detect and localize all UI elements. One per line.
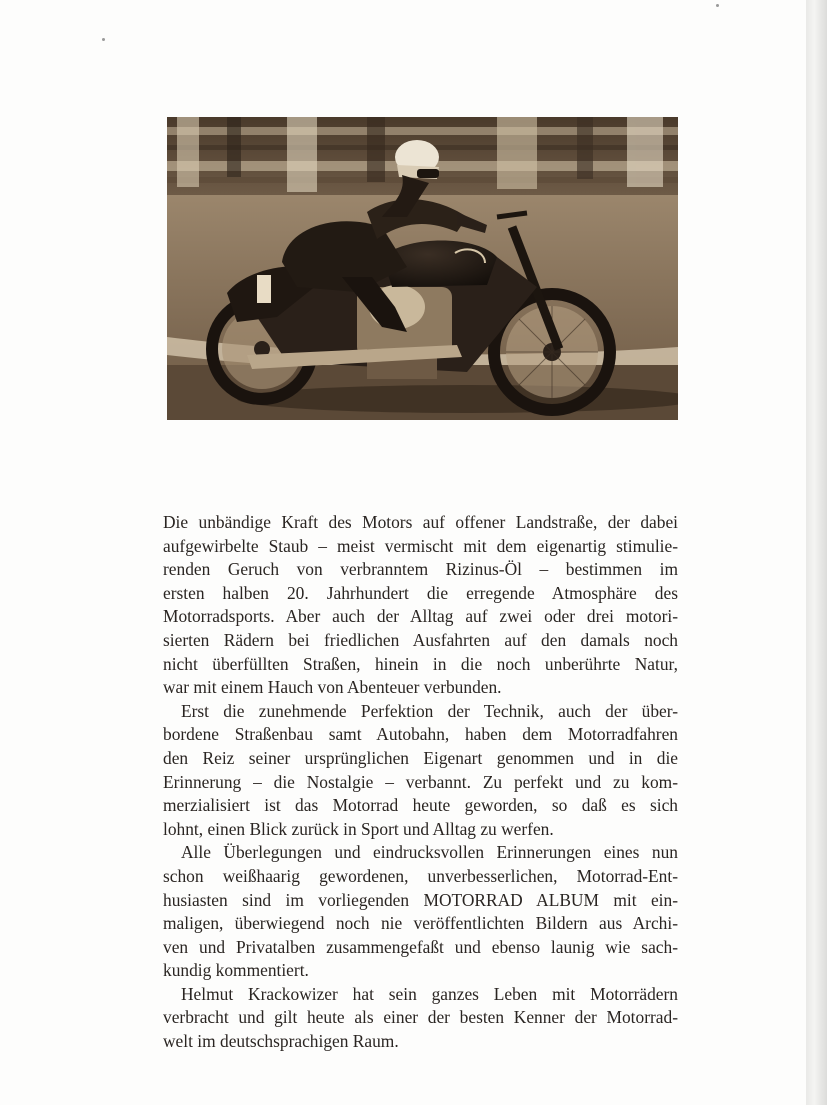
text-line: nicht überfüllten Straßen, hinein in die noch unberührte Natur, [163, 653, 678, 674]
paragraph-3 [163, 841, 678, 983]
text-line: renden Geruch von verbranntem Rizinus-Öl – bestimmen im [163, 559, 678, 580]
text-line: Erinnerung – die Nostalgie – verbannt. Zu perfekt und zu kom- [163, 771, 678, 792]
blurb-text [163, 511, 678, 1054]
text-line: Alle Überlegungen und eindrucksvollen Erinnerungen eines nun [181, 842, 678, 863]
text-line: war mit einem Hauch von Abenteuer verbunden. [163, 677, 502, 698]
text-line: sierten Rädern bei friedlichen Ausfahrten auf den damals noch [163, 629, 678, 650]
text-line: ven und Privatalben zusammengefaßt und ebenso launig wie sach- [163, 936, 678, 957]
photo-illustration [167, 117, 678, 420]
text-line: bordene Straßenbau samt Autobahn, haben dem Motorradfahren [163, 724, 678, 745]
text-line: verbracht und gilt heute als einer der besten Kenner der Motorrad- [163, 1007, 678, 1028]
text-line: kundig kommentiert. [163, 960, 309, 981]
text-line: den Reiz seiner ursprünglichen Eigenart genommen und in die [163, 747, 678, 768]
text-line: lohnt, einen Blick zurück in Sport und Alltag zu werfen. [163, 818, 554, 839]
speck [102, 38, 105, 41]
motorcycle-racer-photo [167, 117, 678, 420]
paragraph-2 [163, 700, 678, 842]
text-line: maligen, überwiegend noch nie veröffentlichten Bildern aus Archi- [163, 913, 678, 934]
text-line: schon weißhaarig gewordenen, unverbesserlichen, Motorrad-Ent- [163, 865, 678, 886]
text-line: Helmut Krackowizer hat sein ganzes Leben mit Motorrädern [181, 983, 678, 1004]
paragraph-1 [163, 511, 678, 700]
text-line: Erst die zunehmende Perfektion der Technik, auch der über- [181, 700, 678, 721]
speck [716, 4, 719, 7]
book-spine-edge [806, 0, 827, 1105]
text-line: merzialisiert ist das Motorrad heute geworden, so daß es sich [163, 795, 678, 816]
text-line: Die unbändige Kraft des Motors auf offener Landstraße, der dabei [163, 512, 678, 532]
text-line: welt im deutschsprachigen Raum. [163, 1031, 399, 1052]
text-line: aufgewirbelte Staub – meist vermischt mit dem eigenartig stimulie- [163, 535, 678, 556]
text-line: Motorradsports. Aber auch der Alltag auf zwei oder drei motori- [163, 606, 678, 627]
text-line: husiasten sind im vorliegenden MOTORRAD ALBUM mit ein- [163, 889, 678, 910]
text-line: ersten halben 20. Jahrhundert die erregende Atmosphäre des [163, 582, 678, 603]
paragraph-4 [163, 983, 678, 1054]
